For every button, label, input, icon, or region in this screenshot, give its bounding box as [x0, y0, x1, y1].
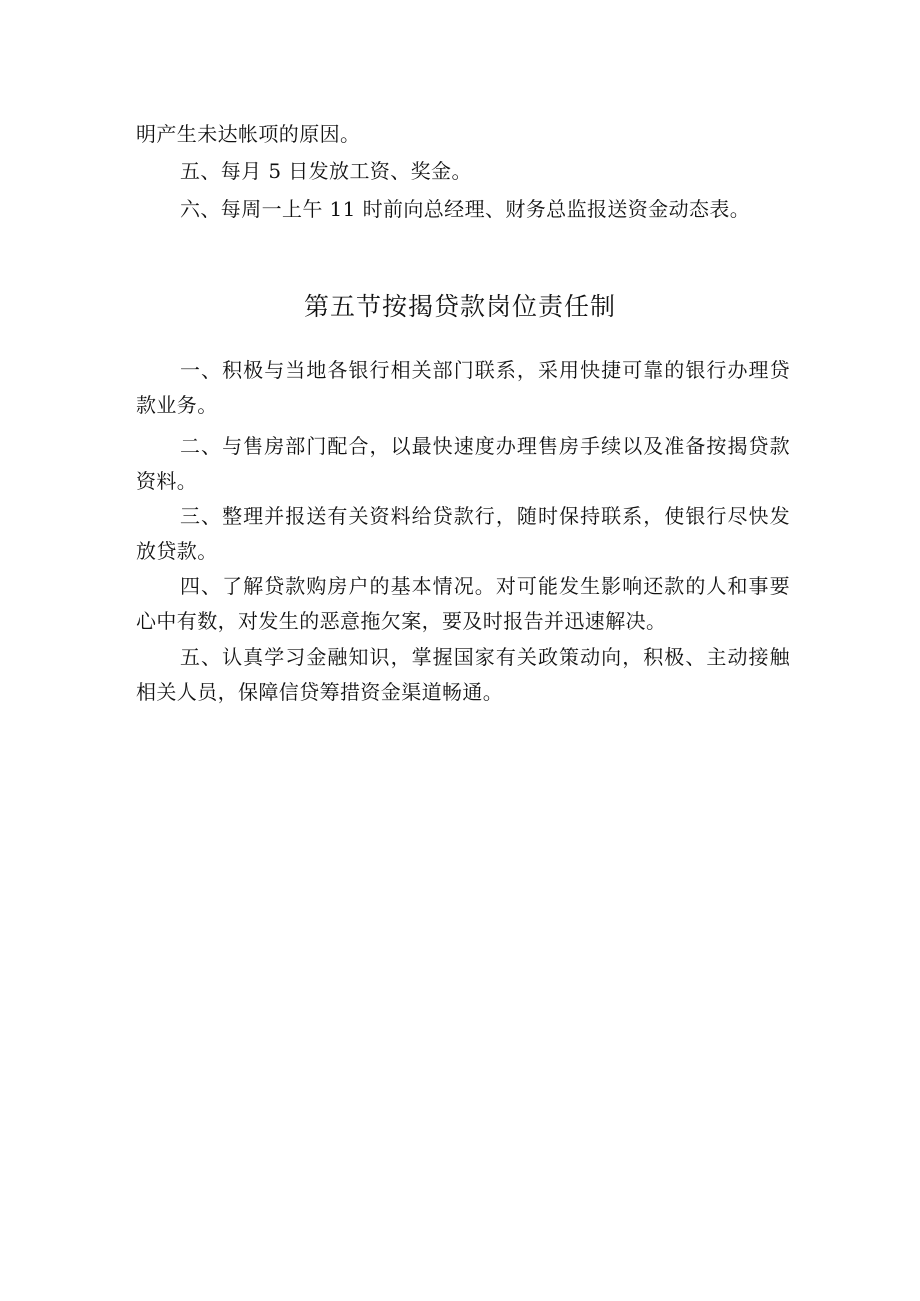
continuation-paragraph: 明产生未达帐项的原因。 [136, 122, 361, 146]
section-paragraph-5: 五、认真学习金融知识，掌握国家有关政策动向，积极、主动接触相关人员，保障信贷筹措资金渠道畅通。 [136, 645, 790, 704]
paragraph-item-5-salary: 五、每月 5 日发放工资、奖金。 [180, 159, 472, 183]
section-paragraph-1: 一、积极与当地各银行相关部门联系，采用快捷可靠的银行办理贷款业务。 [136, 358, 790, 417]
section-paragraph-2: 二、与售房部门配合，以最快速度办理售房手续以及准备按揭贷款资料。 [136, 434, 790, 493]
section-paragraph-3: 三、整理并报送有关资料给贷款行，随时保持联系，使银行尽快发放贷款。 [136, 504, 790, 563]
paragraph-item-6-report: 六、每周一上午 11 时前向总经理、财务总监报送资金动态表。 [180, 197, 751, 221]
section-title: 第五节按揭贷款岗位责任制 [303, 292, 616, 321]
section-paragraph-4: 四、了解贷款购房户的基本情况。对可能发生影响还款的人和事要心中有数，对发生的恶意拖欠案，要及时报告并迅速解决。 [136, 574, 790, 633]
